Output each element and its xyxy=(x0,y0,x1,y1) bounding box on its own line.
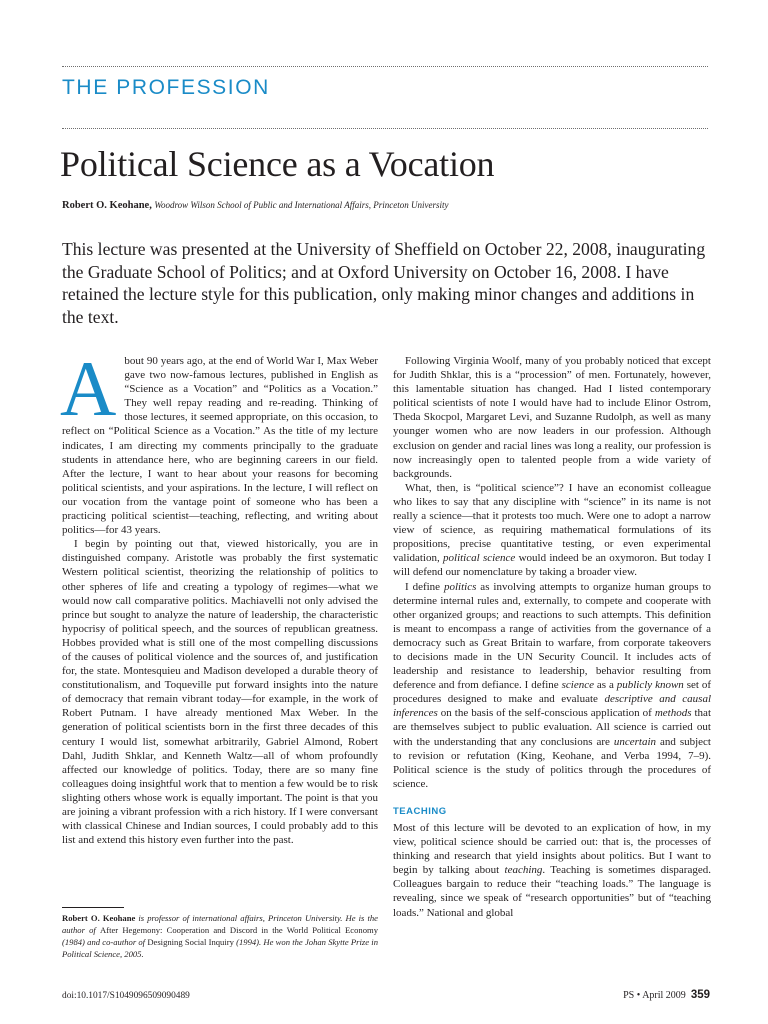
page-folio: PS • April 2009 359 xyxy=(623,989,710,1001)
left-column xyxy=(60,345,378,847)
page-number: 359 xyxy=(690,989,710,1001)
article-title: Political Science as a Vocation xyxy=(60,144,495,184)
section-label: THE PROFESSION xyxy=(62,76,270,99)
author-affiliation: Woodrow Wilson School of Public and International Affairs, Princeton University xyxy=(154,200,449,210)
section-heading: TEACHING xyxy=(393,805,447,817)
body-paragraph: About 90 years ago, at the end of World War I, Max Weber gave two now-famous lectures, published in English as “Science as a Vocation” and “Politics as a Vocation.” They well repay reading and re-reading. Thinking of those lectures, it seemed appropriate, on this occasion, to reflect on “Political Science as a Vocation.” As the title of my lecture indicates, I am directing my comments principally to the graduate students in attendance here, who are beginning careers in our field. After the lecture, I want to hear about your reasons for becoming political scientists, and your aspirations. In the lecture, I will reflect on our vocation from the vantage point of someone who has been a practicing political scientist—teaching, reflecting, and writing about politics—for 43 years. xyxy=(60,345,378,537)
body-paragraph: I define politics as involving attempts to organize human groups to determine internal rules and, externally, to compete and cooperate with other organized groups; and reactions to such attempts. This definition is meant to encompass a range of activities from the governance of a democracy such as Great Britain to warfare, from corporate takeovers to decisions made in the UN Security Council. It includes acts of leadership and resistance to leadership, behavior resulting from deference and from defiance. I define science as a publicly known set of procedures designed to make and evaluate descriptive and causal inferences on the basis of the self-conscious application of methods that are themselves subject to public evaluation. All science is carried out with the understanding that any conclusions are uncertain and subject to revision or refutation (King, Keohane, and Verba 1994, 7–9). Political science is the study of politics through the procedures of science. xyxy=(393,580,712,790)
intro-paragraph: This lecture was presented at the University of Sheffield on October 22, 2008, inaugurating the Graduate School of Politics; and at Oxford University on October 16, 2008. I have retained the lecture style for this publication, only making minor changes and additions in the text. xyxy=(62,239,706,327)
doi: doi:10.1017/S1049096509090489 xyxy=(62,991,190,1001)
top-dotted-rule xyxy=(62,66,708,67)
byline xyxy=(62,200,448,211)
body-paragraph: Most of this lecture will be devoted to an explication of how, in my view, political science should be carried out: that is, the processes of thinking and research that yield insights about politics. But I want to begin by talking about teaching. Teaching is sometimes disparaged. Colleagues bargain to reduce their “teaching loads.” The language is revealing, since we speak of “research opportunities” but of “teaching loads.” National and global xyxy=(393,822,711,919)
author-footnote: Robert O. Keohane is professor of international affairs, Princeton University. He is the author of After Hegemony: Cooperation and Discord in the World Political Economy (1984) and co-author of Designing Social Inquiry (1994). He won the Johan Skytte Prize in Political Science, 2005. xyxy=(62,913,379,959)
body-paragraph: Following Virginia Woolf, many of you probably noticed that except for Judith Shklar, this is a “procession” of men. Fortunately, however, this lamentable situation has changed. Had I listed contemporary political scientists of note I would have had to include Elinor Ostrom, Theda Skocpol, Margaret Levi, and Suzanne Rudolph, as well as many younger women who are now leaders in our profession. Although exclusion on gender and racial lines was long a reality, our profession is now increasingly open to talented people from a wide variety of backgrounds. xyxy=(393,355,711,480)
footnote-rule xyxy=(62,907,124,908)
drop-cap: A xyxy=(60,345,117,432)
body-paragraph: I begin by pointing out that, viewed historically, you are in distinguished company. Aristotle was probably the first systematic Western political scientist, theorizing the relationship of politics to other spheres of life and creating a typology of regimes—what we would now call comparative politics. Machiavelli not only advised the prince but sought to analyze the nature of leadership, the characteristic hypocrisy of political speech, and the sources of republican greatness. Hobbes provided what is still one of the most compelling discussions of the causes of political violence and the sources of, and justification for, the state. Montesquieu and Madison developed a durable theory of constitutionalism, and Toqueville put forward insights into the nature of democracy that remain vibrant today—for example, in the work of Robert Putnam. I have already mentioned Max Weber. In the generation of political scientists born in the first three decades of this century I would list, somewhat arbitrarily, Gabriel Almond, Robert Dahl, Judith Shklar, and Kenneth Waltz—all of whom profoundly affected our knowledge of politics. Today, there are so many fine colleagues doing insightful work that to mention a few would be to risk slighting others whose work is equally important. The point is that you are joining a vibrant profession with a rich history. If I were conversant with classical Chinese and Indian sources, I could probably add to this list and extend this history even further into the past. xyxy=(62,538,378,847)
author-name: Robert O. Keohane, xyxy=(62,200,152,211)
body-paragraph: What, then, is “political science”? I have an economist colleague who likes to say that any discipline with “science” in its name is not really a science—that it protests too much. Were one to adopt a narrow view of science, as requiring mathematical formulations of its propositions, precise quantitative testing, or even experimental validation, political science would indeed be an oxymoron. But today I will defend our nomenclature by taking a broader view. xyxy=(393,481,711,579)
title-dotted-rule xyxy=(62,128,708,129)
right-column xyxy=(393,354,711,920)
